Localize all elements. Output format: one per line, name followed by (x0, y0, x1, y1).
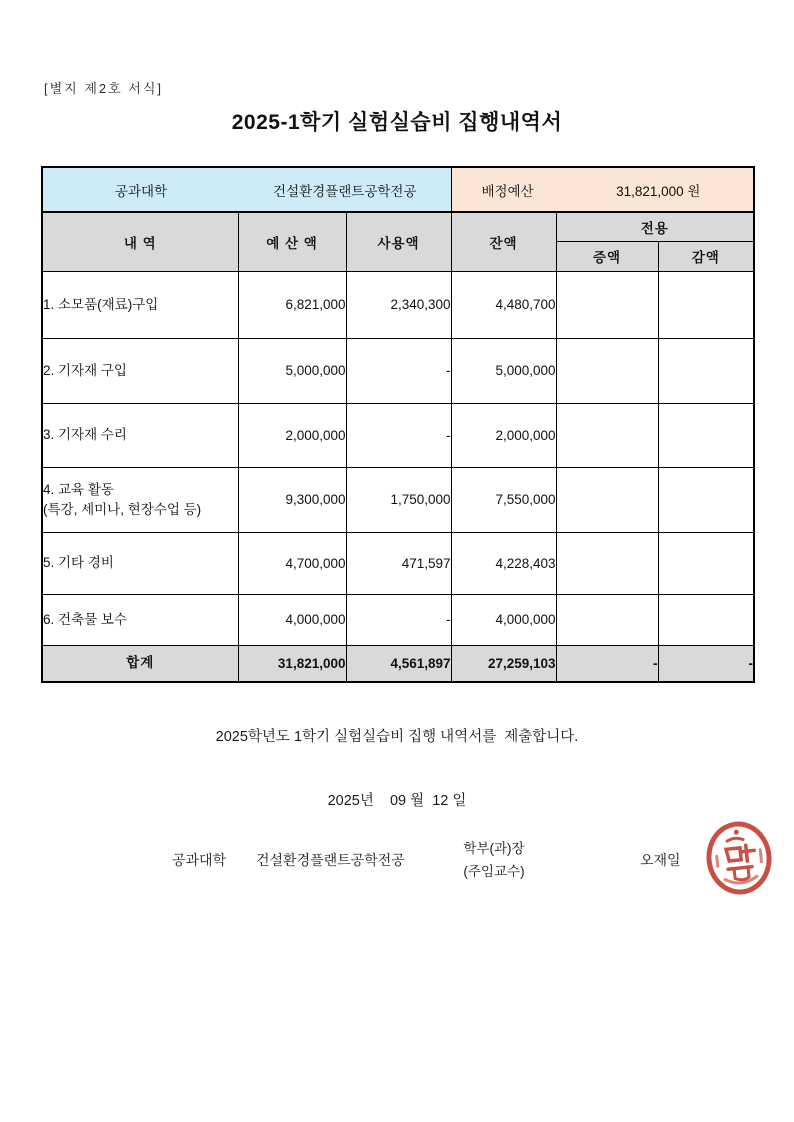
item-cell (42, 594, 238, 645)
total-budget: 31,821,000 (238, 645, 346, 682)
info-row (42, 167, 754, 212)
balance-cell: 7,550,000 (451, 467, 556, 532)
total-label: 합계 (42, 645, 238, 682)
budget-cell: 2,000,000 (238, 403, 346, 467)
table-header-row (42, 212, 754, 241)
header-used: 사용액 (346, 212, 451, 271)
used-cell: 1,750,000 (346, 467, 451, 532)
signature-position (444, 838, 544, 884)
increase-cell (556, 594, 658, 645)
item-cell (42, 271, 238, 338)
table-row (42, 271, 754, 338)
budget-cell: 9,300,000 (238, 467, 346, 532)
table-row (42, 594, 754, 645)
position-subtitle: (주임교수) (463, 863, 525, 879)
item-label: 6. 건축물 보수 (43, 611, 127, 627)
balance-cell: 4,228,403 (451, 532, 556, 594)
item-label: 1. 소모품(재료)구입 (43, 296, 159, 312)
seal-stamp-icon (699, 814, 779, 901)
header-transfer: 전용 (556, 212, 754, 241)
balance-cell: 4,480,700 (451, 271, 556, 338)
budget-cell: 6,821,000 (238, 271, 346, 338)
total-balance: 27,259,103 (451, 645, 556, 682)
total-increase: - (556, 645, 658, 682)
budget-cell: 4,000,000 (238, 594, 346, 645)
signer-name: 오재일 (640, 852, 681, 868)
table-row (42, 338, 754, 403)
budget-cell: 4,700,000 (238, 532, 346, 594)
item-cell (42, 403, 238, 467)
decrease-cell (658, 532, 754, 594)
used-cell: - (346, 594, 451, 645)
college-name: 공과대학 (114, 183, 168, 199)
allocated-budget-cell (451, 167, 754, 212)
submission-statement: 2025학년도 1학기 실험실습비 집행 내역서를 제출합니다. (215, 729, 579, 745)
balance-cell: 2,000,000 (451, 403, 556, 467)
table-row (42, 467, 754, 532)
increase-cell (556, 532, 658, 594)
signature-department: 건설환경플랜트공학전공 (256, 852, 405, 868)
budget-amount: 31,821,000 원 (616, 183, 701, 199)
total-used: 4,561,897 (346, 645, 451, 682)
department-name: 건설환경플랜트공학전공 (273, 183, 417, 199)
item-label: 2. 기자재 구입 (43, 362, 127, 378)
item-cell (42, 467, 238, 532)
item-label: 5. 기타 경비 (43, 555, 114, 571)
decrease-cell (658, 271, 754, 338)
table-row (42, 532, 754, 594)
signature-college: 공과대학 (172, 852, 227, 868)
used-cell: 2,340,300 (346, 271, 451, 338)
item-sublabel: (특강, 세미나, 현장수업 등) (43, 501, 202, 517)
increase-cell (556, 467, 658, 532)
position-title: 학부(과)장 (463, 841, 525, 856)
total-decrease: - (658, 645, 754, 682)
balance-cell: 4,000,000 (451, 594, 556, 645)
item-label: 3. 기자재 수리 (43, 427, 127, 443)
item-label: 4. 교육 활동 (43, 481, 114, 497)
header-decrease: 감액 (658, 241, 754, 271)
header-budget: 예 산 액 (238, 212, 346, 271)
decrease-cell (658, 338, 754, 403)
expense-table (41, 166, 755, 683)
page-title: 2025-1학기 실험실습비 집행내역서 (231, 111, 563, 134)
header-increase: 증액 (556, 241, 658, 271)
used-cell: - (346, 338, 451, 403)
header-balance: 잔액 (451, 212, 556, 271)
used-cell: 471,597 (346, 532, 451, 594)
decrease-cell (658, 403, 754, 467)
decrease-cell (658, 467, 754, 532)
increase-cell (556, 271, 658, 338)
budget-cell: 5,000,000 (238, 338, 346, 403)
item-cell (42, 338, 238, 403)
item-cell (42, 532, 238, 594)
budget-label: 배정예산 (481, 183, 534, 199)
table-row (42, 403, 754, 467)
balance-cell: 5,000,000 (451, 338, 556, 403)
form-note: [별지 제2호 서식] (44, 81, 164, 96)
increase-cell (556, 338, 658, 403)
college-department-cell (42, 167, 451, 212)
decrease-cell (658, 594, 754, 645)
date-line: 2025년 09 월 12 일 (327, 793, 467, 809)
header-item: 내 역 (42, 212, 238, 271)
total-row (42, 645, 754, 682)
used-cell: - (346, 403, 451, 467)
increase-cell (556, 403, 658, 467)
